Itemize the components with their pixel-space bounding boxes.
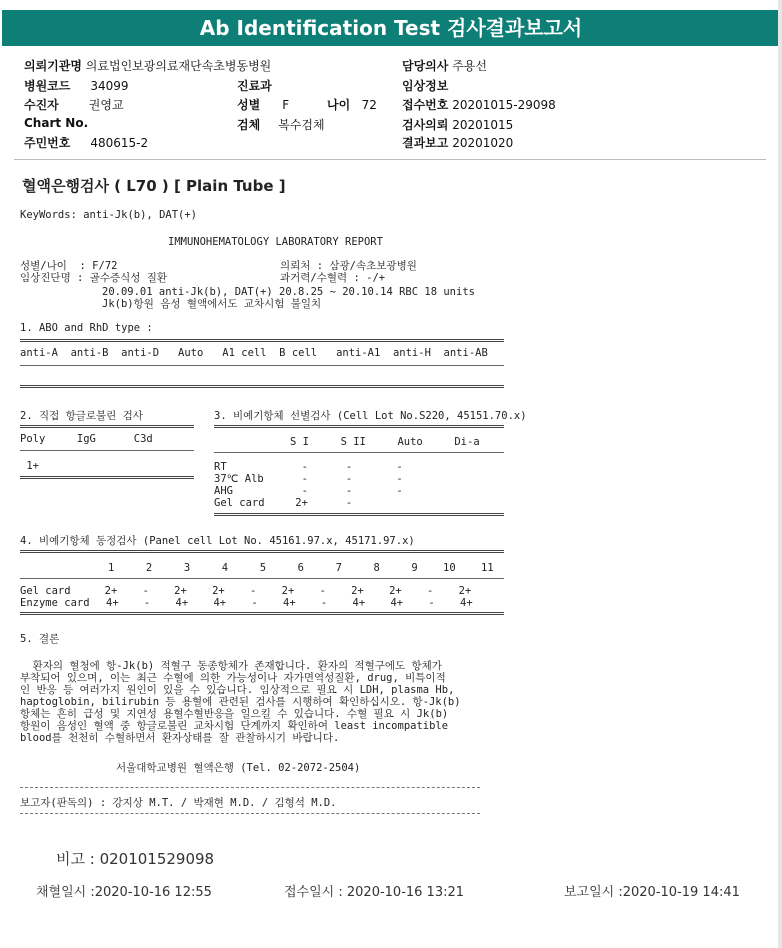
patient-line: 성별/나이 : F/72 xyxy=(20,260,118,272)
resident-value: 480615-2 xyxy=(90,136,149,150)
age-value: 72 xyxy=(361,98,377,112)
age-row xyxy=(327,96,377,113)
request-row xyxy=(402,116,513,133)
dat-top-rule xyxy=(20,425,194,428)
screen-top-rule xyxy=(214,425,504,428)
reporter-top-rule xyxy=(20,787,480,788)
remark: 비고 : 020101529098 xyxy=(56,850,215,868)
screen-row-values: - - - xyxy=(270,473,403,485)
abo-top-rule xyxy=(20,339,504,342)
lab-report-title: IMMUNOHEMATOLOGY LABORATORY REPORT xyxy=(168,236,383,248)
dept-row xyxy=(237,77,272,94)
diagnosis-line: 임상진단명 : 골수증식성 질환 xyxy=(20,272,168,284)
screen-title: 3. 비예기항체 선별검사 (Cell Lot No.S220, 45151.70.x) xyxy=(214,410,527,422)
institution-row xyxy=(24,57,271,74)
accession-label: 접수번호 xyxy=(402,98,449,112)
panel-row-values: 4+ - 4+ 4+ - 4+ - 4+ 4+ - 4+ xyxy=(106,597,473,609)
doctor-value: 주용선 xyxy=(452,59,487,73)
section-title: 혈액은행검사 ( L70 ) [ Plain Tube ] xyxy=(22,177,286,195)
report-datetime: 보고일시 :2020-10-19 14:41 xyxy=(564,885,740,900)
referral-line: 의뢰처 : 삼광/속초보광병원 xyxy=(280,260,417,272)
keywords: KeyWords: anti-Jk(b), DAT(+) xyxy=(20,209,198,221)
panel-row-label: Gel card xyxy=(20,585,71,597)
panel-top-rule xyxy=(20,550,504,553)
screen-row-label: 37℃ Alb xyxy=(214,473,264,485)
panel-row-values: 2+ - 2+ 2+ - 2+ - 2+ 2+ - 2+ xyxy=(92,585,472,597)
report-date-row xyxy=(402,134,513,151)
conclusion-line: blood를 천천히 수혈하면서 환자상태를 잘 관찰하시기 바랍니다. xyxy=(20,732,340,744)
screen-headers: S I S II Auto Di-a xyxy=(290,436,480,448)
specimen-value: 복수검체 xyxy=(278,118,325,132)
clinical-label: 임상정보 xyxy=(402,79,449,93)
dept-label: 진료과 xyxy=(237,79,272,93)
dat-bottom-rule xyxy=(20,476,194,479)
chart-label: Chart No. xyxy=(24,116,89,130)
reporter-bottom-rule xyxy=(20,813,480,814)
dat-title: 2. 직접 항글로불린 검사 xyxy=(20,410,143,422)
dat-values: 1+ xyxy=(20,460,39,472)
header-divider xyxy=(14,159,766,160)
subject-row xyxy=(24,96,124,113)
subject-value: 권영교 xyxy=(88,98,124,112)
screen-row-values: - - - xyxy=(270,485,403,497)
screen-bottom-rule xyxy=(214,513,504,516)
collect-datetime: 채혈일시 :2020-10-16 12:55 xyxy=(36,885,212,900)
org-line: 서울대학교병원 혈액은행 (Tel. 02-2072-2504) xyxy=(116,762,361,774)
hospital-code-row xyxy=(24,77,129,94)
request-value: 20201015 xyxy=(452,118,514,132)
dat-headers: Poly IgG C3d xyxy=(20,433,153,445)
panel-mid-rule xyxy=(20,578,504,579)
request-label: 검사의뢰 xyxy=(402,118,449,132)
panel-row-label: Enzyme card xyxy=(20,597,90,609)
note-line-1: 20.09.01 anti-Jk(b), DAT(+) 20.8.25 ~ 20.10.14 RBC 18 units xyxy=(102,286,475,298)
report-date-label: 결과보고 xyxy=(402,136,449,150)
history-line: 과거력/수혈력 : -/+ xyxy=(280,272,386,284)
dat-mid-rule xyxy=(20,450,194,451)
sex-value: F xyxy=(282,98,290,112)
panel-bottom-rule xyxy=(20,612,504,615)
reporter-line: 보고자(판독의) : 강지상 M.T. / 박재현 M.D. / 김형석 M.D. xyxy=(20,797,337,809)
conclusion-line: haptoglobin, bilirubin 등 용혈에 관련된 검사를 시행하여 확인하십시오. 항-Jk(b) xyxy=(20,696,461,708)
resident-label: 주민번호 xyxy=(24,136,71,150)
screen-row-values: - - - xyxy=(270,461,403,473)
abo-headers: anti-A anti-B anti-D Auto A1 cell B cell anti-A1 anti-H anti-AB xyxy=(20,347,488,359)
report-title: Ab Identification Test 검사결과보고서 xyxy=(199,16,583,40)
note-line-2: Jk(b)항원 음성 혈액에서도 교차시험 불일치 xyxy=(102,298,322,310)
accession-value: 20201015-29098 xyxy=(452,98,556,112)
screen-row-values: 2+ - xyxy=(270,497,353,509)
subject-label: 수진자 xyxy=(24,98,59,112)
sex-label: 성별 xyxy=(237,98,261,112)
conclusion-line: 인 반응 등 여러가지 원인이 있을 수 있습니다. 임상적으로 필요 시 LDH, plasma Hb, xyxy=(20,684,455,696)
conclusion-line: 부착되어 있으며, 이는 최근 수혈에 의한 가능성이나 자가면역성질환, drug, 비특이적 xyxy=(20,672,446,684)
scrollbar[interactable] xyxy=(778,0,782,948)
screen-row-label: RT xyxy=(214,461,227,473)
doctor-label: 담당의사 xyxy=(402,59,449,73)
receive-datetime: 접수일시 : 2020-10-16 13:21 xyxy=(284,885,465,900)
conclusion-title: 5. 결론 xyxy=(20,633,60,645)
specimen-label: 검체 xyxy=(237,118,261,132)
panel-headers: 1 2 3 4 5 6 7 8 9 10 11 xyxy=(108,562,494,574)
screen-row-label: AHG xyxy=(214,485,233,497)
hospital-code-label: 병원코드 xyxy=(24,79,71,93)
abo-bottom-rule xyxy=(20,385,504,388)
conclusion-line: 환자의 혈청에 항-Jk(b) 적혈구 동종항체가 존재합니다. 환자의 적혈구에도 항체가 xyxy=(20,660,442,672)
report-date-value: 20201020 xyxy=(452,136,514,150)
screen-row-label: Gel card xyxy=(214,497,265,509)
clinical-row xyxy=(402,77,448,94)
screen-mid-rule xyxy=(214,452,504,453)
institution-label: 의뢰기관명 xyxy=(24,59,82,73)
hospital-code-value: 34099 xyxy=(90,79,129,93)
specimen-row xyxy=(237,116,325,133)
age-label: 나이 xyxy=(327,98,351,112)
report-title-bar xyxy=(2,10,780,46)
sex-row xyxy=(237,96,289,113)
chart-row xyxy=(24,116,88,130)
institution-value: 의료법인보광의료재단속초병동병원 xyxy=(85,59,272,73)
panel-title: 4. 비예기항체 동정검사 (Panel cell Lot No. 45161.97.x, 45171.97.x) xyxy=(20,535,415,547)
abo-title: 1. ABO and RhD type : xyxy=(20,322,153,334)
resident-row xyxy=(24,134,148,151)
accession-row xyxy=(402,96,556,113)
doctor-row xyxy=(402,57,487,74)
conclusion-line: 항체는 흔히 급성 및 지연성 용혈수혈반응을 일으킬 수 있습니다. 수혈 필요 시 Jk(b) xyxy=(20,708,449,720)
abo-mid-rule xyxy=(20,365,504,366)
conclusion-line: 항원이 음성인 혈액 중 항글로불린 교차시험 단계까지 확인하여 least incompatible xyxy=(20,720,449,732)
